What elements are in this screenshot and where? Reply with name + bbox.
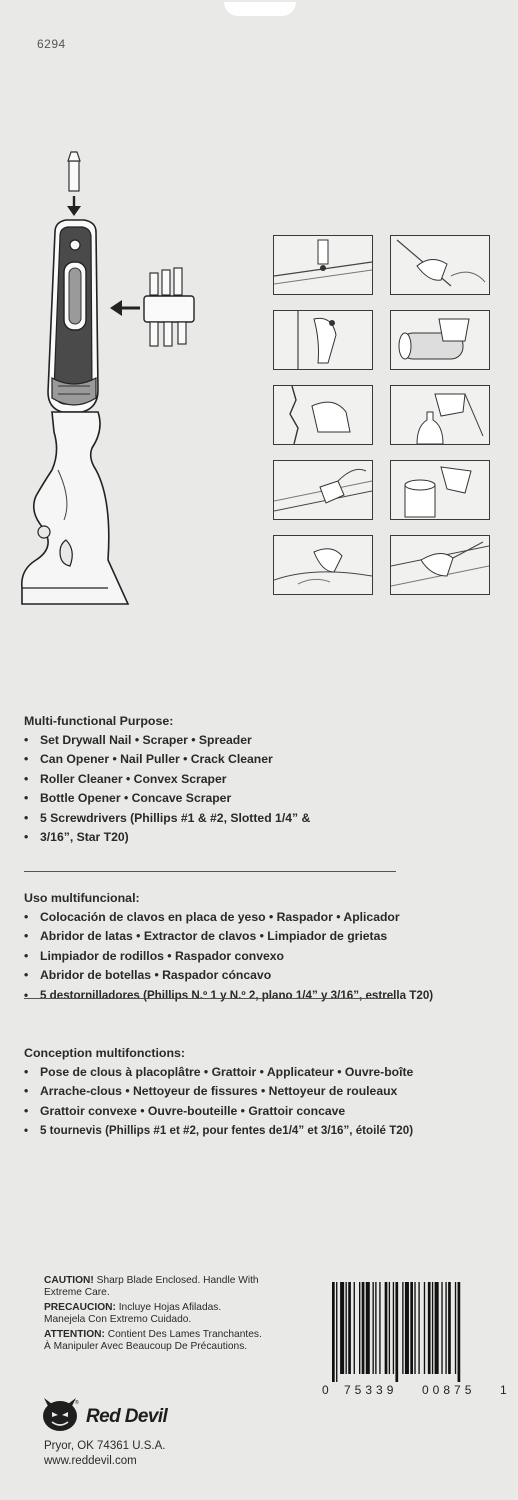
convex-scraper-panel <box>273 535 373 595</box>
barcode-bar <box>336 1282 337 1382</box>
barcode-bar <box>373 1282 374 1374</box>
roller-cleaner-panel <box>390 310 490 370</box>
nail-puller-panel <box>273 310 373 370</box>
tool-handle <box>48 220 98 412</box>
english-section <box>24 714 310 847</box>
list-item: • Set Drywall Nail • Scraper • Spreader <box>24 731 310 750</box>
list-item: • Colocación de clavos en placa de yeso • Raspador • Aplicador <box>24 908 433 927</box>
barcode-bar <box>354 1282 355 1374</box>
barcode-bar <box>445 1282 446 1374</box>
barcode-bar <box>458 1282 461 1382</box>
brand-block <box>40 1398 240 1432</box>
list-item: • Bottle Opener • Concave Scraper <box>24 789 310 808</box>
can-opener-panel <box>390 460 490 520</box>
barcode-bar <box>428 1282 431 1374</box>
scraper-blade <box>22 412 128 604</box>
caution-warning: CAUTION! Sharp Blade Enclosed. Handle With Extreme Care. <box>44 1275 259 1299</box>
english-title: Multi-functional Purpose: <box>24 714 174 728</box>
screwdriver-bit-icon <box>68 152 80 191</box>
upc-group-right: 00875 <box>422 1383 476 1397</box>
address-block <box>44 1439 165 1469</box>
devil-head-logo-icon <box>40 1398 80 1432</box>
list-item: • 5 Screwdrivers (Phillips #1 & #2, Slotted 1/4” & <box>24 809 310 828</box>
upc-check-digit: 1 <box>500 1383 507 1397</box>
barcode-bar <box>389 1282 390 1374</box>
divider <box>24 871 396 872</box>
barcode-bar <box>332 1282 335 1382</box>
website: www.reddevil.com <box>44 1455 137 1467</box>
barcode-bar <box>366 1282 370 1374</box>
address-line: Pryor, OK 74361 U.S.A. <box>44 1440 166 1452</box>
barcode-bar <box>359 1282 360 1374</box>
french-section <box>24 1046 413 1141</box>
list-item: • 5 destornilladores (Phillips N.º 1 y N.º 2, plano 1/4” y 3/16”, estrella T20) <box>24 986 433 1005</box>
safety-warnings <box>44 1275 264 1355</box>
barcode-bar <box>435 1282 439 1374</box>
item-number: 6294 <box>37 37 66 51</box>
bottle-opener-panel <box>390 385 490 445</box>
barcode-bar <box>424 1282 425 1374</box>
upc-lead-digit: 0 <box>322 1383 329 1397</box>
list-item: • Arrache-clous • Nettoyeur de fissures • Nettoyeur de rouleaux <box>24 1082 413 1101</box>
barcode-bar <box>432 1282 433 1374</box>
arrow-down-icon <box>67 196 81 216</box>
barcode-bar <box>348 1282 351 1374</box>
spreader-panel <box>390 235 490 295</box>
attention-warning: ATTENTION: Contient Des Lames Tranchantes. À Manipuler Avec Beaucoup De Précautions. <box>44 1328 262 1353</box>
list-item: • Can Opener • Nail Puller • Crack Cleaner <box>24 750 310 769</box>
upc-group-left: 75339 <box>344 1383 398 1397</box>
barcode-bar <box>340 1282 344 1374</box>
list-item: • 5 tournevis (Phillips #1 et #2, pour fentes de1/4” et 3/16”, étoilé T20) <box>24 1121 413 1140</box>
french-list <box>24 1063 413 1141</box>
barcode-bar <box>402 1282 403 1374</box>
spanish-section <box>24 891 433 1005</box>
barcode-bar <box>395 1282 398 1382</box>
list-item: • Grattoir convexe • Ouvre-bouteille • Grattoir concave <box>24 1102 413 1121</box>
french-title: Conception multifonctions: <box>24 1046 186 1060</box>
english-list <box>24 731 310 847</box>
arrow-left-icon <box>110 300 140 316</box>
barcode-bar <box>393 1282 394 1374</box>
precaucion-warning: PRECAUCION: Incluye Hojas Afiladas. Manejela Con Extremo Cuidado. <box>44 1301 222 1326</box>
list-item: • Pose de clous à placoplâtre • Grattoir • Applicateur • Ouvre-boîte <box>24 1063 413 1082</box>
brand-name: Red Devil <box>86 1406 168 1427</box>
barcode-bar <box>385 1282 388 1374</box>
bit-holder-icon <box>144 268 194 346</box>
registered-mark: ® <box>75 1400 79 1406</box>
list-item: • Abridor de botellas • Raspador cóncavo <box>24 966 433 985</box>
concave-scraper-panel <box>390 535 490 595</box>
barcode-bar <box>379 1282 380 1374</box>
scraper-panel <box>273 460 373 520</box>
barcode-bar <box>418 1282 419 1374</box>
barcode-bar <box>448 1282 451 1374</box>
list-item: • Roller Cleaner • Convex Scraper <box>24 770 310 789</box>
list-item: • Abridor de latas • Extractor de clavos • Limpiador de grietas <box>24 927 433 946</box>
barcode-bar <box>410 1282 413 1374</box>
barcode-bar <box>455 1282 456 1374</box>
list-item: • 3/16”, Star T20) <box>24 828 310 847</box>
spanish-title: Uso multifuncional: <box>24 891 140 905</box>
set-drywall-nail-panel <box>273 235 373 295</box>
divider <box>24 998 396 999</box>
spanish-list <box>24 908 433 1005</box>
upc-barcode <box>330 1282 502 1382</box>
crack-cleaner-panel <box>273 385 373 445</box>
barcode-bar <box>441 1282 442 1374</box>
list-item: • Limpiador de rodillos • Raspador convexo <box>24 947 433 966</box>
multi-tool-illustration <box>0 0 270 620</box>
barcode-bar <box>414 1282 415 1374</box>
barcode-bar <box>346 1282 347 1374</box>
barcode-bar <box>405 1282 409 1374</box>
barcode-bar <box>362 1282 365 1374</box>
barcode-bar <box>375 1282 376 1374</box>
